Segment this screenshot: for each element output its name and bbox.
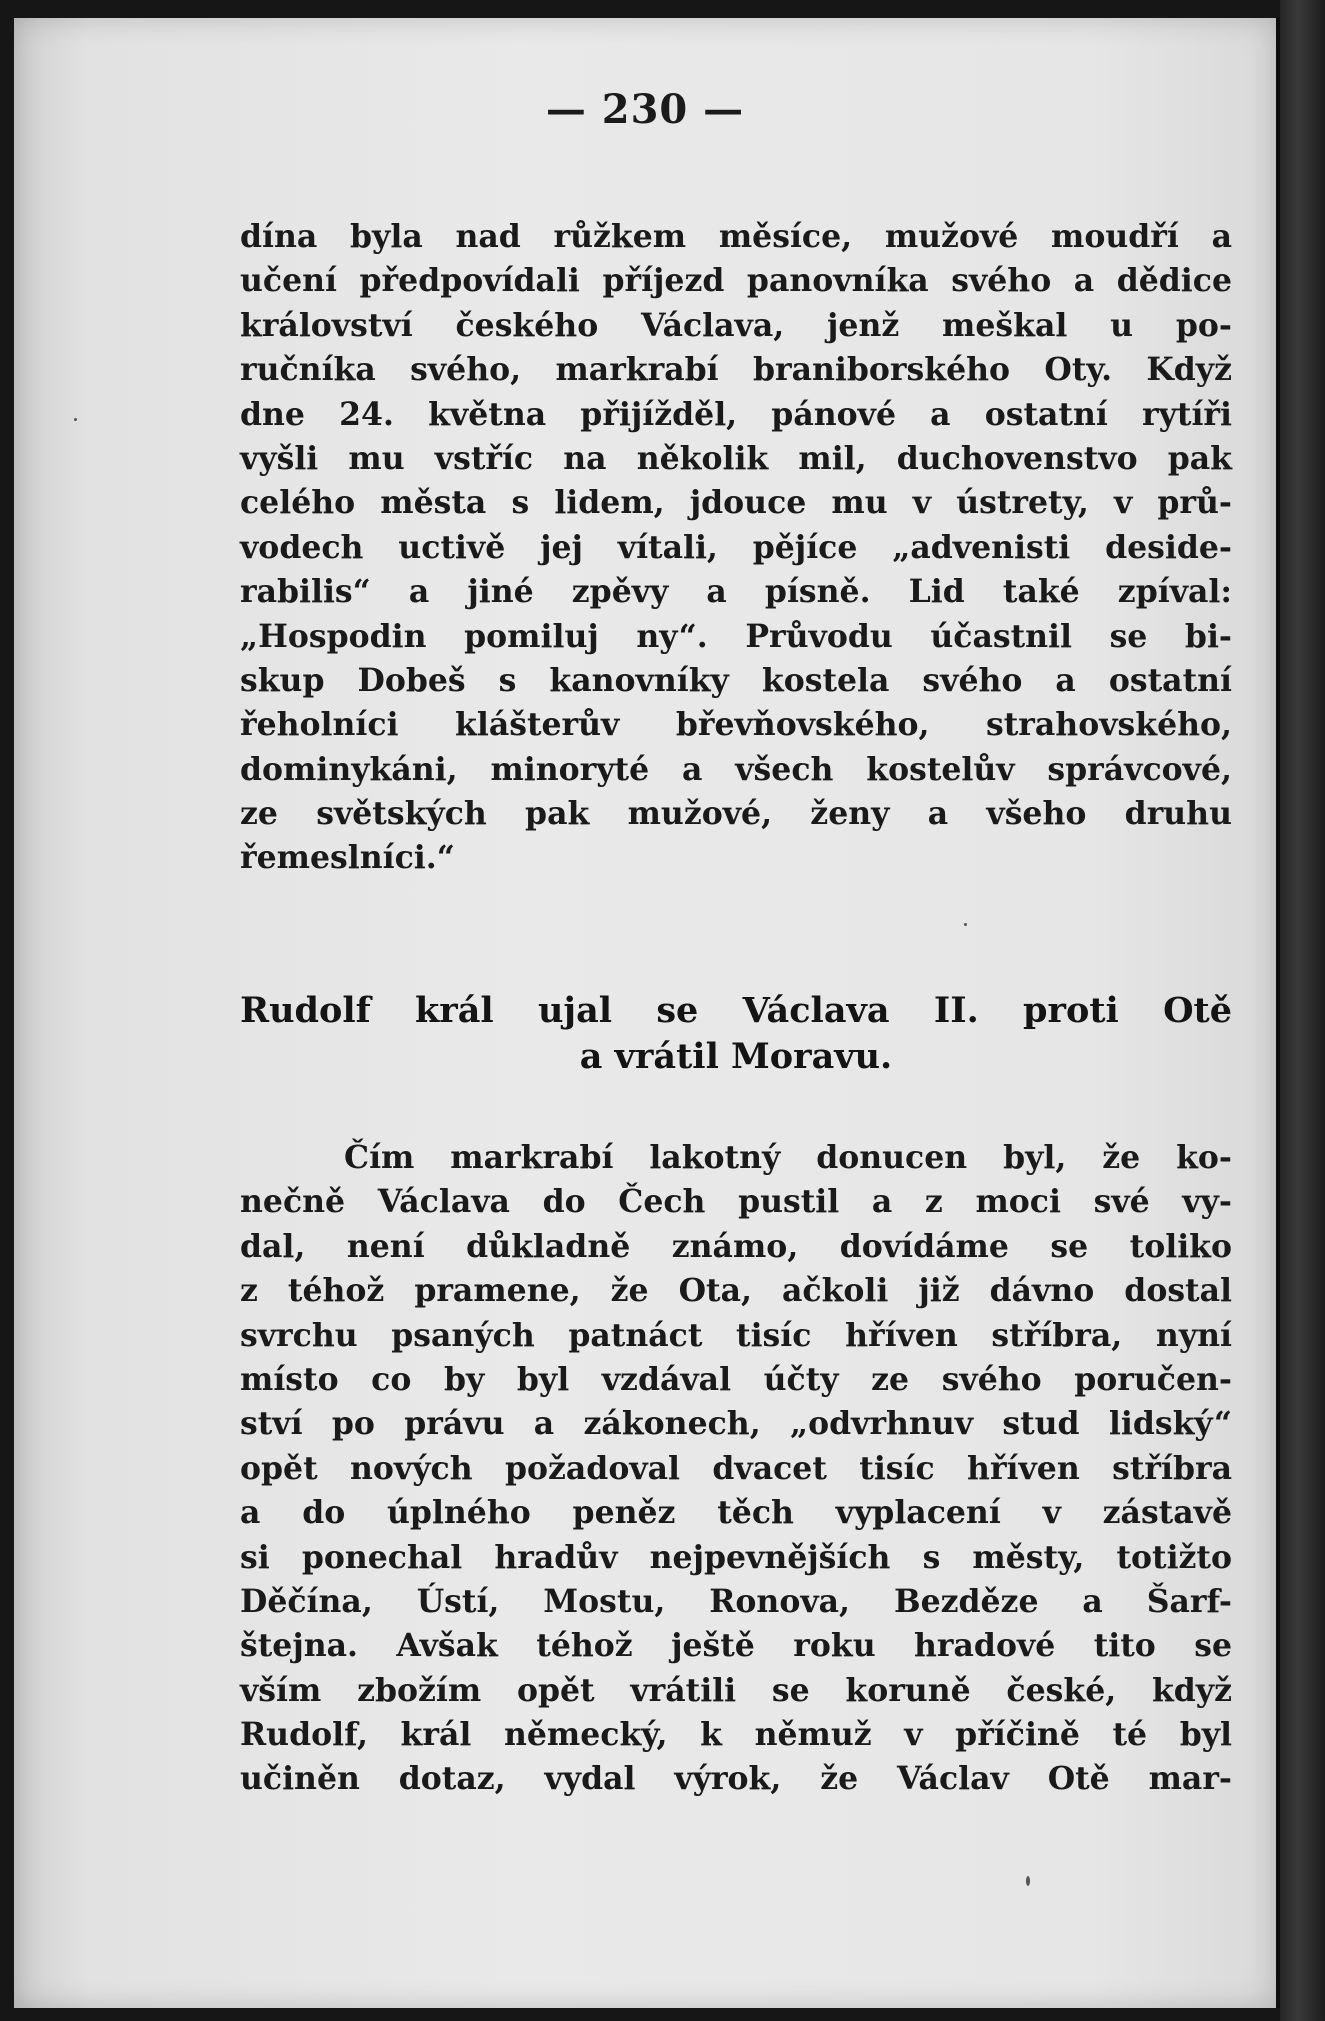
text-line: království českého Václava, jenž meškal u po- (240, 306, 1232, 344)
text-line: svrchu psaných patnáct tisíc hříven stříbra, nyní (240, 1316, 1232, 1354)
text-line: místo co by byl vzdával účty ze svého poručen- (240, 1360, 1232, 1398)
text-line: vším zbožím opět vrátili se koruně české, když (240, 1671, 1232, 1709)
text-line: dína byla nad růžkem měsíce, mužové moudří a (240, 218, 1232, 255)
book-page (14, 18, 1276, 2008)
print-speck (74, 418, 77, 421)
text-line: z téhož pramene, že Ota, ačkoli již dávno dostal (240, 1272, 1232, 1310)
text-line: opět nových požadoval dvacet tisíc hříven stříbra (240, 1449, 1232, 1487)
text-line: Čím markrabí lakotný donucen byl, že ko- (344, 1139, 1232, 1176)
section-heading (240, 988, 1232, 1080)
paragraph-2 (240, 1136, 1232, 1802)
text-line: Děčína, Ústí, Mostu, Ronova, Bezděze a Šarf- (240, 1582, 1232, 1620)
text-line: učiněn dotaz, vydal výrok, že Václav Otě mar- (240, 1760, 1232, 1798)
text-line: dne 24. května přijížděl, pánové a ostatní rytíři (240, 395, 1232, 433)
text-line: Rudolf, král německý, k němuž v příčině té byl (240, 1716, 1232, 1754)
text-line: řeholníci klášterův břevňovského, strahovského, (240, 706, 1232, 744)
text-line: a do úplného peněz těch vyplacení v zástavě (240, 1494, 1232, 1532)
text-line: vodech uctivě jej vítali, pějíce „advenisti deside- (240, 528, 1232, 566)
text-line: celého města s lidem, jdouce mu v ústrety, v prů- (240, 484, 1232, 522)
print-speck (1026, 1876, 1030, 1886)
text-line: „Hospodin pomiluj ny“. Průvodu účastnil se bi- (240, 617, 1232, 655)
paragraph-1 (240, 215, 1232, 881)
text-line: štejna. Avšak téhož ještě roku hradové tito se (240, 1627, 1232, 1665)
text-line: učení předpovídali příjezd panovníka svého a dědice (240, 262, 1232, 300)
adjacent-page-edge (1280, 0, 1325, 2021)
heading-line: a vrátil Moravu. (579, 1036, 893, 1077)
text-line: ručníka svého, markrabí braniborského Oty. Když (240, 351, 1232, 389)
text-line: skup Dobeš s kanovníky kostela svého a ostatní (240, 661, 1232, 699)
page-number: — 230 — (545, 86, 745, 133)
text-line: si ponechal hradův nejpevnějších s městy, totižto (240, 1538, 1232, 1576)
text-line: dominykáni, minoryté a všech kostelův správcové, (240, 750, 1232, 788)
text-line: nečně Václava do Čech pustil a z moci své vy- (240, 1183, 1232, 1221)
heading-line: Rudolf král ujal se Václava II. proti Otě (240, 990, 1232, 1031)
text-line: ství po právu a zákonech, „odvrhnuv stud lidský“ (240, 1405, 1232, 1443)
text-line: ze světských pak mužové, ženy a všeho druhu (240, 795, 1232, 833)
text-line: rabilis“ a jiné zpěvy a písně. Lid také zpíval: (240, 573, 1232, 611)
text-line: dal, není důkladně známo, dovídáme se toliko (240, 1227, 1232, 1265)
text-line: řemeslníci.“ (240, 839, 455, 877)
text-line: vyšli mu vstříc na několik mil, duchovenstvo pak (240, 439, 1232, 477)
print-speck (964, 923, 967, 926)
